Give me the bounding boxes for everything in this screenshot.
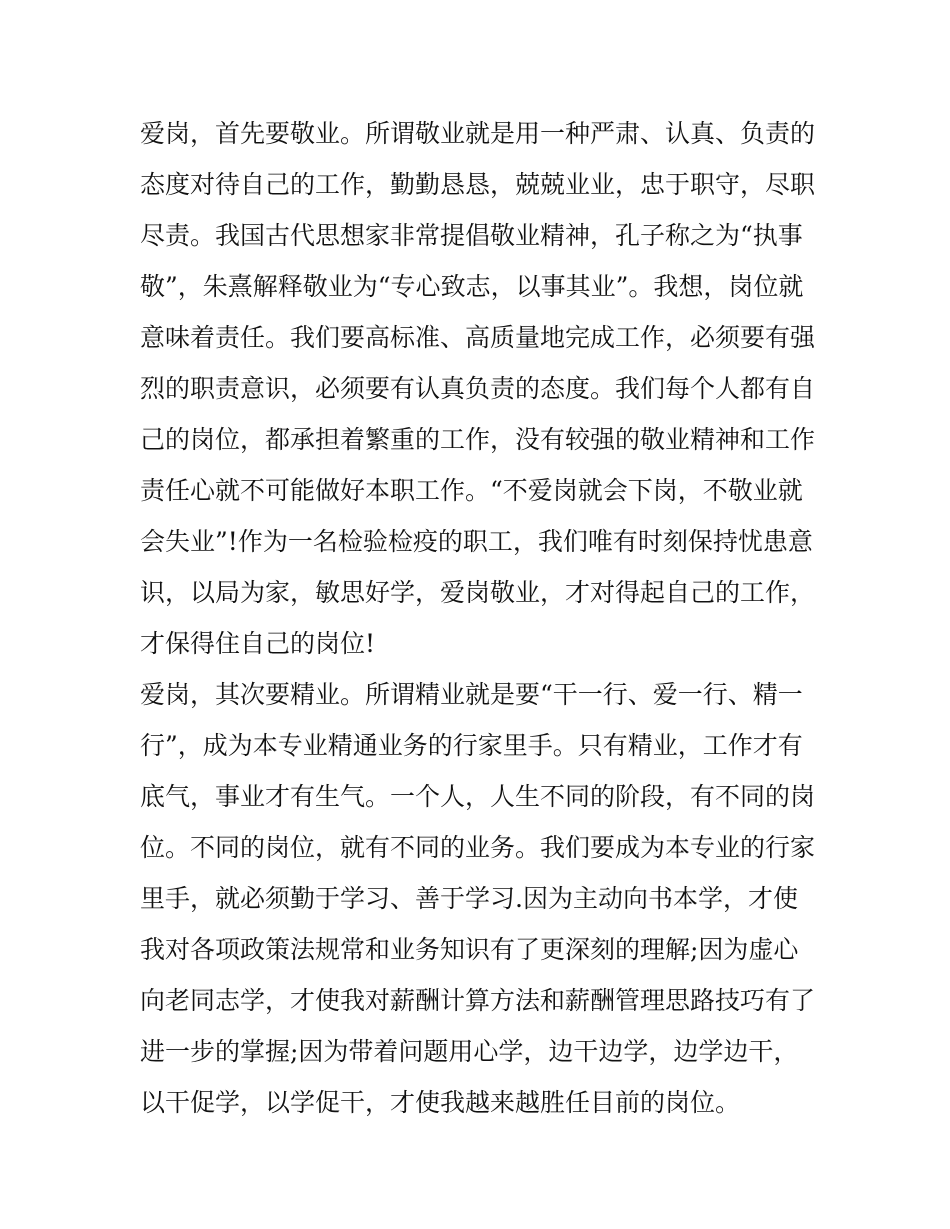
text-line: 位。不同的岗位，就有不同的业务。我们要成为本专业的行家 — [140, 833, 816, 862]
text-line: 敬”，朱熹解释敬业为“专心致志，以事其业”。我想，岗位就 — [140, 272, 804, 301]
text-line: 进一步的掌握;因为带着问题用心学，边干边学，边学边干， — [140, 1037, 799, 1066]
text-line: 我对各项政策法规常和业务知识有了更深刻的理解;因为虚心 — [140, 935, 799, 964]
text-line: 态度对待自己的工作，勤勤恳恳，兢兢业业，忠于职守，尽职 — [140, 170, 816, 199]
text-line: 底气，事业才有生气。一个人，人生不同的阶段，有不同的岗 — [140, 782, 816, 811]
text-line: 才保得住自己的岗位! — [140, 629, 376, 658]
text-line: 烈的职责意识，必须要有认真负责的态度。我们每个人都有自 — [140, 374, 816, 403]
text-line: 尽责。我国古代思想家非常提倡敬业精神，孔子称之为“执事 — [140, 221, 803, 250]
text-line: 识，以局为家，敏思好学，爱岗敬业，才对得起自己的工作， — [140, 578, 816, 607]
text-line: 爱岗，其次要精业。所谓精业就是要“干一行、爱一行、精一 — [140, 680, 803, 709]
text-line: 责任心就不可能做好本职工作。“不爱岗就会下岗，不敬业就 — [140, 476, 803, 505]
text-line: 行”，成为本专业精通业务的行家里手。只有精业，工作才有 — [140, 731, 803, 760]
text-line: 以干促学，以学促干，才使我越来越胜任目前的岗位。 — [140, 1088, 741, 1117]
text-line: 爱岗，首先要敬业。所谓敬业就是用一种严肃、认真、负责的 — [140, 119, 816, 148]
text-line: 里手，就必须勤于学习、善于学习.因为主动向书本学，才使 — [140, 884, 798, 913]
text-line: 己的岗位，都承担着繁重的工作，没有较强的敬业精神和工作 — [140, 425, 816, 454]
text-line: 意味着责任。我们要高标准、高质量地完成工作，必须要有强 — [140, 323, 816, 352]
text-line: 会失业”!作为一名检验检疫的职工，我们唯有时刻保持忧患意 — [140, 527, 813, 556]
text-line: 向老同志学，才使我对薪酬计算方法和薪酬管理思路技巧有了 — [140, 986, 816, 1015]
body-text — [140, 108, 820, 1128]
